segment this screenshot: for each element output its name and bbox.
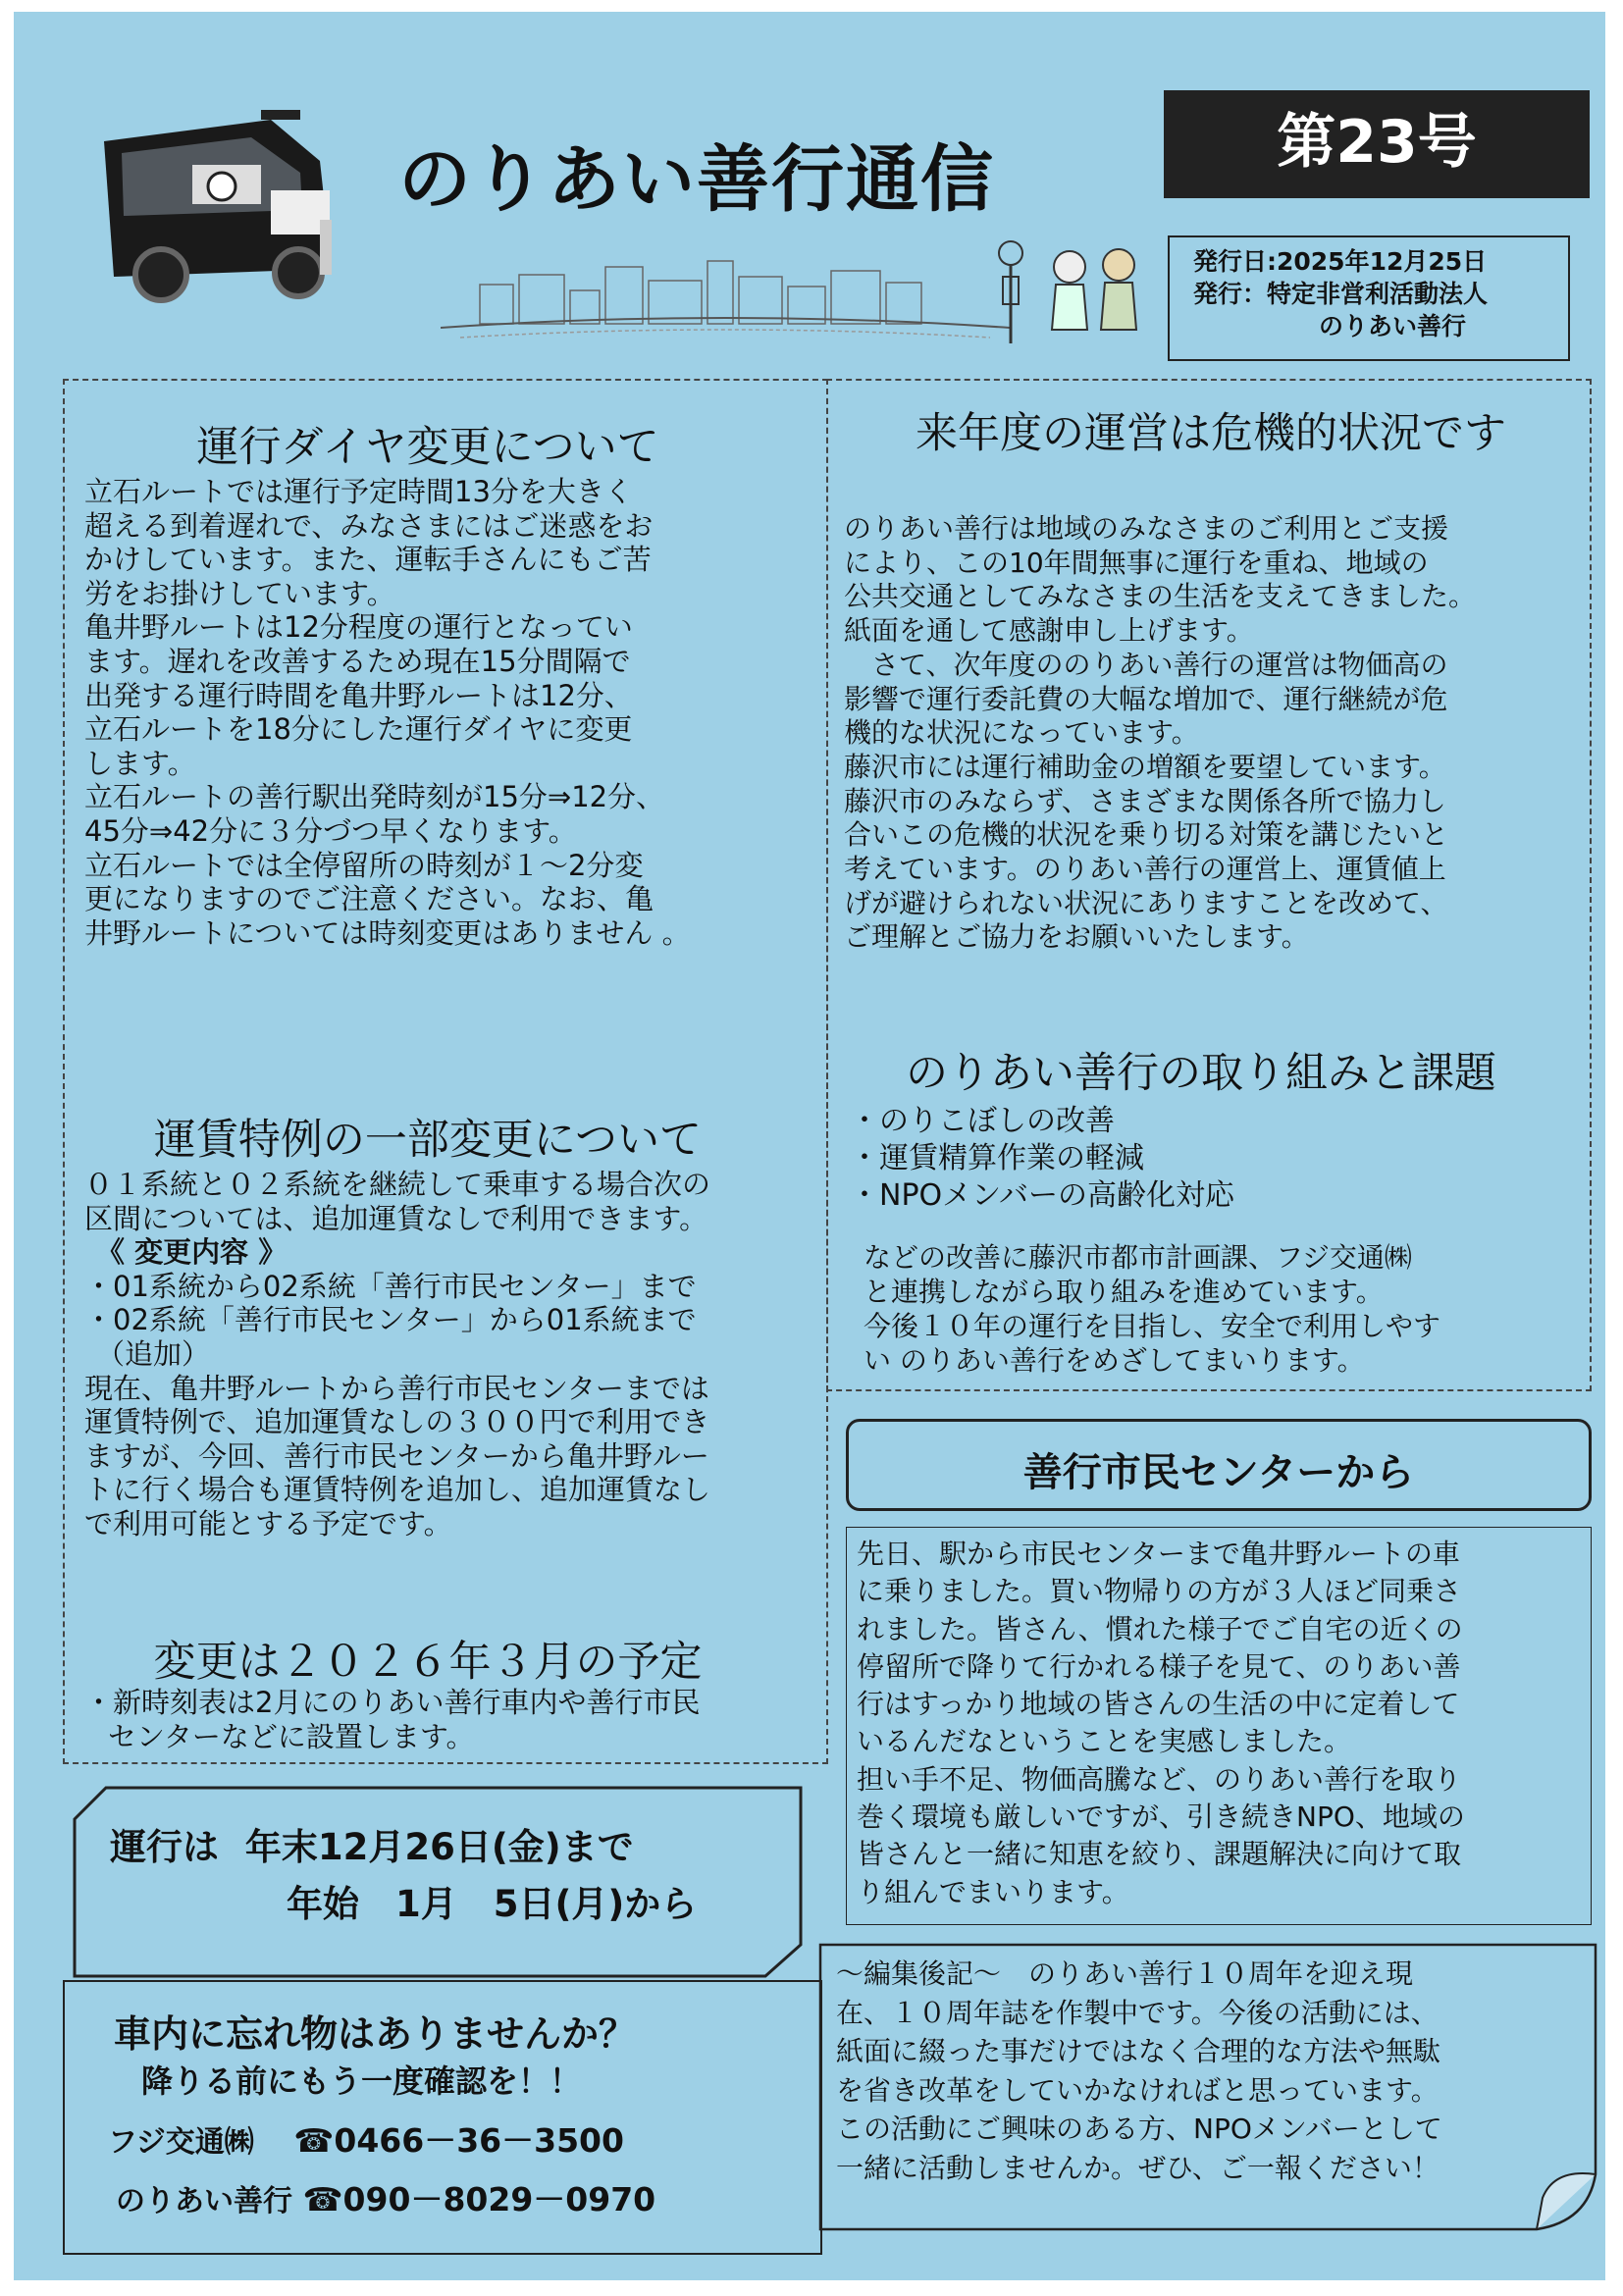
postscript-text — [836, 1955, 1592, 2187]
publisher: 発行：特定非営利活動法人 — [1193, 280, 1489, 308]
text-line: 影響で運行委託費の大幅な増加で、運行継続が危 — [844, 682, 1448, 715]
text-line: 合いこの危機的状況を乗り切る対策を講じたいと — [844, 818, 1449, 852]
text-line: 公共交通としてみなさまの生活を支えてきました。 — [844, 580, 1477, 613]
noriai-contact — [116, 2174, 655, 2220]
text-line: 更になりますのでご注意ください。なお、亀 — [84, 882, 654, 916]
list-item: ・NPOメンバーの高齢化対応 — [850, 1178, 1235, 1213]
change-label: 《 変更内容 》 — [96, 1235, 288, 1270]
text-line: この活動にご興味のある方、NPOメンバーとして — [836, 2113, 1442, 2145]
list-item: ・のりこぼしの改善 — [850, 1104, 1115, 1138]
dia-change-heading: 運行ダイヤ変更について — [196, 423, 659, 472]
text-line: ご理解とご協力をお願いいたします。 — [844, 920, 1309, 954]
text-line: 藤沢市には運行補助金の増額を要望しています。 — [844, 750, 1446, 783]
text-line: 先日、駅から市民センターまで亀井野ルートの車 — [857, 1538, 1460, 1570]
text-line: 皆さんと一緒に知恵を絞り、課題解決に向けて取 — [857, 1838, 1462, 1871]
text-line: 運賃特例で、追加運賃なしの３００円で利用でき — [84, 1405, 710, 1439]
contact-name: のりあい善行 — [116, 2184, 292, 2218]
schedule-line-1 — [110, 1821, 634, 1874]
text-line: センターなどに設置します。 — [108, 1719, 475, 1753]
text-line: 立石ルートの善行駅出発時刻が15分⇒12分、 — [84, 780, 665, 814]
text-line: 在、１０周年誌を作製中です。今後の活動には、 — [836, 1996, 1439, 2029]
text-line: り組んでまいります。 — [857, 1875, 1129, 1908]
text-line: ～編集後記～ のりあい善行１０周年を迎え現 — [836, 1957, 1414, 1990]
text-line: 立石ルートでは全停留所の時刻が１～2分変 — [84, 848, 644, 882]
text-line: 区間については、追加運賃なしで利用できます。 — [84, 1201, 708, 1235]
left-articles-box — [63, 379, 828, 1764]
crisis-text — [844, 512, 1590, 955]
text-line: 紙面に綴った事だけではなく合理的な方法や無駄 — [836, 2035, 1441, 2067]
text-line: 藤沢市のみならず、さまざまな関係各所で協力し — [844, 784, 1446, 817]
text-line: 立石ルートを18分にした運行ダイヤに変更 — [84, 712, 633, 747]
text-line: ０１系統と０２系統を継続して乗車する場合次の — [84, 1168, 711, 1201]
text-line: ますが、今回、善行市民センターから亀井野ルー — [84, 1438, 709, 1473]
text-line: 45分⇒42分に３分づつ早くなります。 — [84, 813, 577, 848]
contact-phone: ☎090－8029－0970 — [302, 2180, 656, 2218]
text-line: かけしています。また、運転手さんにもご苦 — [84, 543, 652, 577]
text-line: 亀井野ルートは12分程度の運行となってい — [84, 610, 633, 645]
list-item: （追加） — [96, 1336, 211, 1371]
crisis-heading: 来年度の運営は危機的状況です — [916, 409, 1506, 458]
text-line: 停留所で降りて行かれる様子を見て、のりあい善 — [857, 1649, 1461, 1683]
text-line: などの改善に藤沢市都市計画課、フジ交通㈱ — [864, 1241, 1412, 1274]
text-line: 紙面を通して感謝申し上げます。 — [844, 614, 1254, 648]
text-line: 超える到着遅れで、みなさまにはご迷惑をお — [84, 508, 654, 543]
text-line: 巻く環境も厳しいですが、引き続きNPO、地域の — [857, 1800, 1465, 1834]
text-line: トに行く場合も運賃特例を追加し、追加運賃なし — [84, 1473, 711, 1507]
text-line: い のりあい善行をめざしてまいります。 — [864, 1344, 1365, 1377]
publish-date: 発行日:2025年12月25日 — [1193, 247, 1488, 276]
townscape-illustration — [441, 247, 1010, 345]
text-line: 今後１０年の運行を目指し、安全で利用しやす — [864, 1310, 1441, 1342]
text-line: を省き改革をしていかなければと思っています。 — [836, 2073, 1439, 2107]
text-line: で利用可能とする予定です。 — [84, 1506, 452, 1540]
publisher-name: のりあい善行 — [1319, 312, 1467, 340]
text-line: 担い手不足、物価高騰など、のりあい善行を取り — [857, 1762, 1462, 1796]
text-line: 一緒に活動しませんか。ぜひ、ご一報ください！ — [836, 2151, 1440, 2184]
efforts-list — [850, 1103, 1234, 1215]
center-article-text — [857, 1536, 1591, 1911]
fuji-kotsu-contact — [108, 2115, 624, 2162]
text-line: 考えています。のりあい善行の運営上、運賃値上 — [844, 853, 1446, 886]
publication-info-box — [1168, 235, 1570, 361]
text-line: れました。皆さん、慣れた様子でご自宅の近くの — [857, 1612, 1463, 1645]
newsletter-title: のりあい善行通信 — [398, 137, 995, 222]
lost-items-box — [63, 1980, 822, 2255]
list-item: ・01系統から02系統「善行市民センター」まで — [84, 1269, 697, 1303]
center-heading-box — [846, 1419, 1592, 1511]
schedule-label: 運行は — [110, 1826, 219, 1868]
text-line: 出発する運行時間を亀井野ルートは12分、 — [84, 678, 633, 712]
change-date-text — [84, 1686, 830, 1753]
new-year-date: 年始 1月 5日(月)から — [287, 1883, 698, 1925]
text-line: ます。遅れを改善するため現在15分間隔で — [84, 644, 631, 678]
right-articles-box — [826, 379, 1592, 1391]
text-line: さて、次年度ののりあい善行の運営は物価高の — [844, 648, 1448, 681]
text-line: 機的な状況になっています。 — [844, 716, 1199, 750]
text-line: 現在、亀井野ルートから善行市民センターまでは — [84, 1371, 709, 1405]
text-line: と連携しながら取り組みを進めています。 — [864, 1276, 1384, 1308]
fare-change-text — [84, 1168, 830, 1541]
efforts-text — [864, 1240, 1590, 1378]
people-at-bus-stop-illustration — [991, 235, 1158, 353]
center-heading: 善行市民センターから — [1022, 1450, 1415, 1495]
contact-name: フジ交通㈱ — [108, 2125, 254, 2160]
dia-change-text — [84, 475, 830, 950]
text-line: により、この10年間無事に運行を重ね、地域の — [844, 546, 1429, 579]
text-line: 立石ルートでは運行予定時間13分を大きく — [84, 475, 633, 508]
center-article-box — [846, 1527, 1592, 1925]
text-line: 行はすっかり地域の皆さんの生活の中に定着して — [857, 1688, 1460, 1721]
text-line: 井野ルートについては時刻変更はありません 。 — [84, 915, 691, 950]
list-item: ・運賃精算作業の軽減 — [850, 1141, 1144, 1175]
text-line: いるんだなということを実感しました。 — [857, 1725, 1352, 1758]
efforts-heading: のりあい善行の取り組みと課題 — [906, 1049, 1496, 1098]
text-line: げが避けられない状況にありますことを改めて、 — [844, 886, 1448, 919]
lost-items-subtitle: 降りる前にもう一度確認を！！ — [141, 2062, 582, 2100]
change-date-heading: 変更は２０２６年３月の予定 — [153, 1638, 703, 1687]
issue-number: 第23号 — [1164, 90, 1590, 198]
lost-items-title: 車内に忘れ物はありませんか？ — [114, 2012, 637, 2056]
text-line: に乗りました。買い物帰りの方が３人ほど同乗さ — [857, 1575, 1462, 1608]
fare-change-heading: 運賃特例の一部変更について — [153, 1116, 703, 1165]
contact-phone: ☎0466－36－3500 — [293, 2121, 624, 2160]
text-line: します。 — [84, 746, 196, 780]
text-line: ・新時刻表は2月にのりあい善行車内や善行市民 — [84, 1686, 701, 1719]
text-line: 労をお掛けしています。 — [84, 576, 395, 610]
year-end-date: 年末12月26日(金)まで — [244, 1826, 634, 1868]
list-item: ・02系統「善行市民センター」から01系統まで — [84, 1303, 697, 1337]
bus-illustration — [75, 102, 389, 308]
newsletter-page — [14, 12, 1605, 2280]
text-line: のりあい善行は地域のみなさまのご利用とご支援 — [844, 512, 1449, 545]
